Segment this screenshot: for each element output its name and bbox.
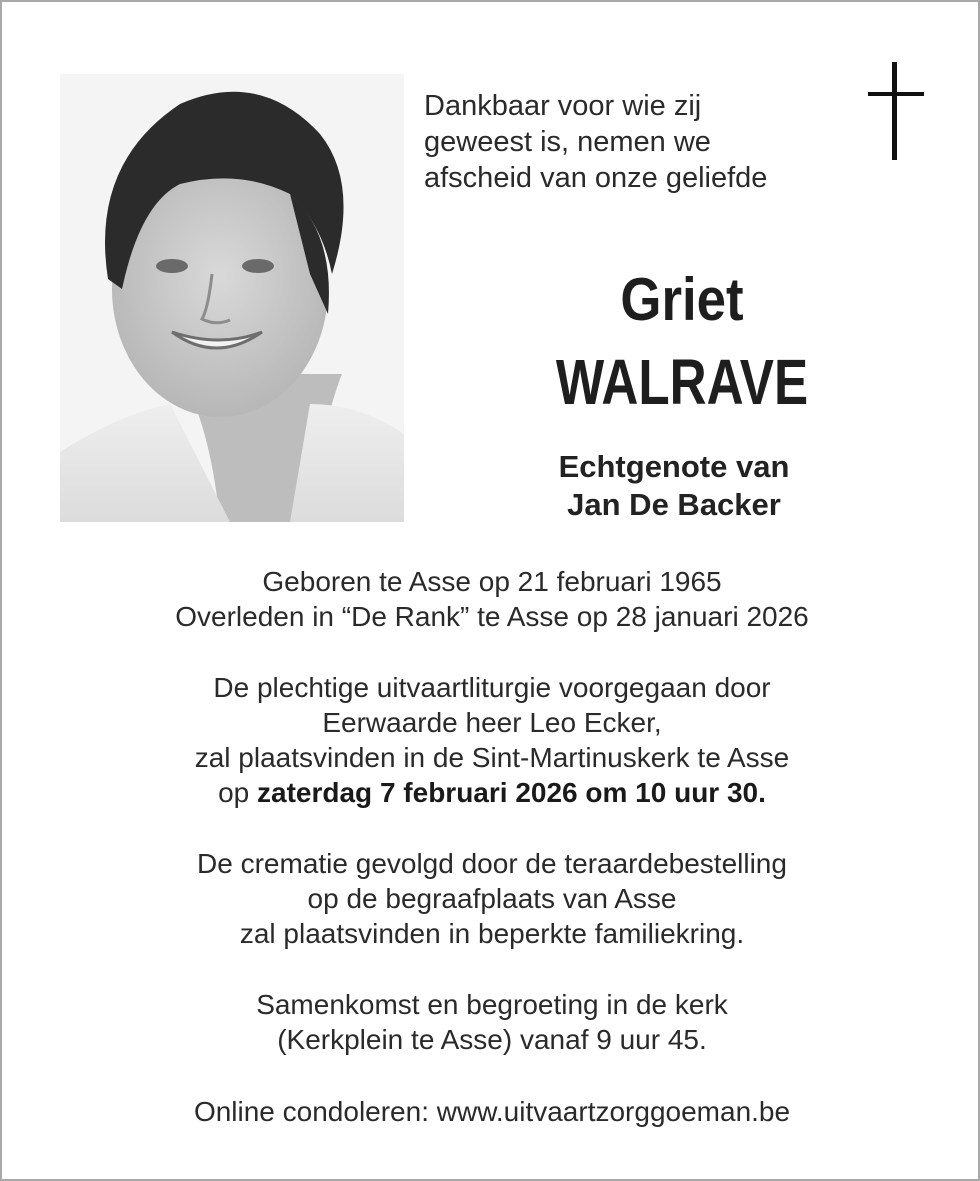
gathering-info [42,987,942,1057]
liturgy-info [42,670,942,810]
intro-line: Dankbaar voor wie zij [424,90,702,122]
portrait-illustration [60,74,404,522]
cremation-line: De crematie gevolgd door de teraardebestelling [197,848,787,879]
death-line: Overleden in “De Rank” te Asse op 28 januari 2026 [175,601,809,632]
liturgy-date-prefix: op [218,777,250,808]
portrait-photo [60,74,404,522]
cremation-line: op de begraafplaats van Asse [307,883,677,914]
cross-icon [866,62,926,162]
condolences-line: Online condoleren: www.uitvaartzorggoeman.be [193,1096,791,1127]
liturgy-line: De plechtige uitvaartliturgie voorgegaan door [213,672,771,703]
spouse-info [482,448,866,524]
gathering-line: (Kerkplein te Asse) vanaf 9 uur 45. [277,1024,707,1055]
liturgy-date-line [42,775,942,810]
intro-text [424,88,767,196]
spouse-relation: Echtgenote van [558,449,790,484]
life-dates [42,564,942,634]
cremation-line: zal plaatsvinden in beperkte familiekring. [239,918,745,949]
last-name: WALRAVE [555,346,809,418]
cremation-info [42,846,942,951]
gathering-line: Samenkomst en begroeting in de kerk [256,989,728,1020]
spouse-name: Jan De Backer [567,487,781,522]
first-name: Griet [620,266,744,333]
intro-line: afscheid van onze geliefde [424,162,768,194]
liturgy-date: zaterdag 7 februari 2026 om 10 uur 30. [257,777,766,808]
liturgy-line: Eerwaarde heer Leo Ecker, [322,707,662,738]
birth-line: Geboren te Asse op 21 februari 1965 [262,566,722,597]
intro-line: geweest is, nemen we [424,126,711,158]
liturgy-line: zal plaatsvinden in de Sint-Martinuskerk te Asse [194,742,790,773]
